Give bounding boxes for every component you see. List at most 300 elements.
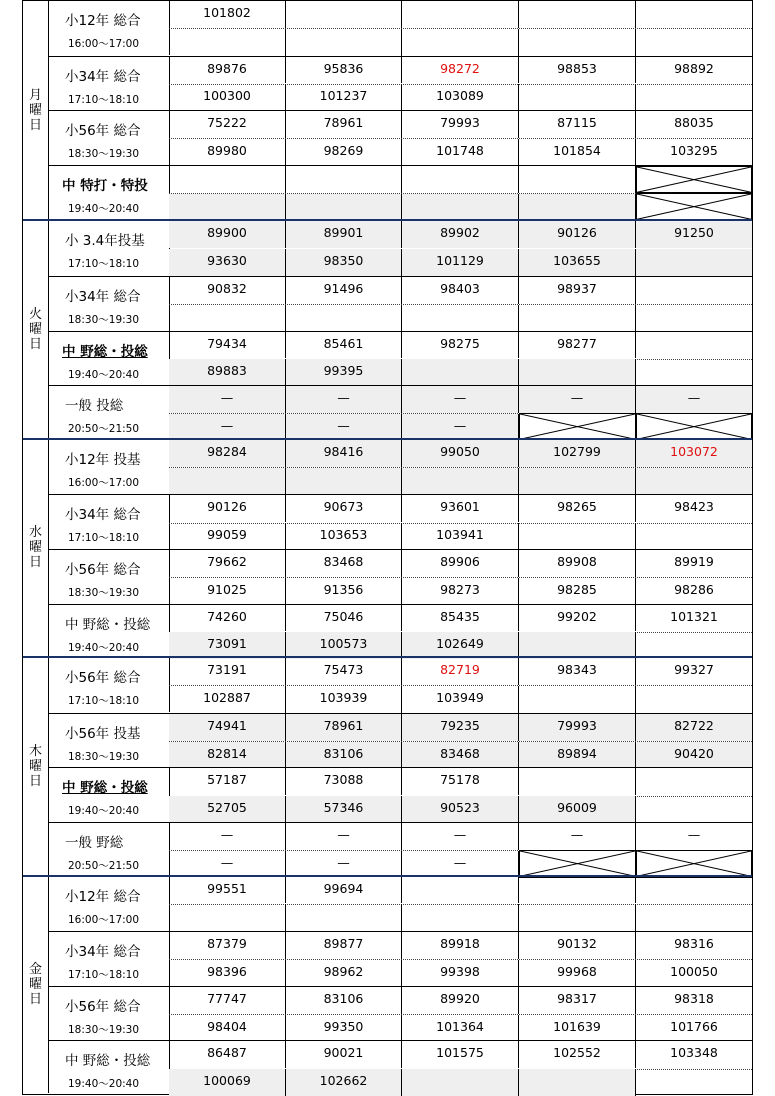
member-id-cell — [636, 1, 752, 28]
member-id-cell: — — [402, 414, 519, 441]
member-id-cell — [519, 523, 636, 550]
time-slot — [48, 549, 752, 604]
time-slot — [48, 931, 752, 986]
member-id-cell: 99202 — [519, 605, 636, 632]
day-label-char: 月 — [28, 87, 42, 103]
member-id-cell — [636, 632, 752, 659]
class-name: 中 特打・特投 — [62, 177, 148, 194]
day-label — [23, 658, 49, 874]
time-slot — [48, 986, 752, 1041]
member-id-cell: 103941 — [402, 523, 519, 550]
member-id-cell: 88035 — [674, 115, 714, 131]
time-slot — [48, 604, 752, 659]
member-id-cell: 100573 — [286, 632, 402, 659]
member-id-cell — [402, 1, 519, 28]
member-id-cell: 99395 — [286, 359, 402, 386]
slot-label — [48, 111, 170, 165]
member-id-cell: 79662 — [169, 550, 286, 577]
member-id-cell: 102649 — [402, 632, 519, 659]
member-id-cell — [636, 796, 752, 823]
member-id-cell: 98937 — [519, 277, 636, 304]
slot-label — [48, 932, 170, 986]
member-id-cell — [402, 359, 519, 386]
member-id-cell — [402, 468, 519, 495]
member-id-cell: 98316 — [674, 936, 714, 952]
member-id-cell: 83106 — [286, 987, 402, 1014]
day-label-char: 曜 — [28, 977, 42, 993]
member-id-cell: 90673 — [286, 495, 402, 522]
member-id-cell: 98343 — [519, 658, 636, 685]
member-id-cell: 100069 — [169, 1069, 286, 1096]
member-id-cell: 99327 — [674, 662, 714, 678]
slot-label — [48, 714, 170, 768]
member-id-cell: 102662 — [286, 1069, 402, 1096]
unavailable-cell — [519, 413, 636, 440]
class-name: 小56年 総合 — [65, 998, 141, 1015]
day-block — [23, 875, 752, 1093]
time-slot — [48, 494, 752, 549]
class-name: 小12年 総合 — [65, 13, 141, 29]
unavailable-cell — [636, 193, 752, 220]
member-id-cell: 89918 — [402, 932, 519, 959]
slot-label — [48, 987, 170, 1041]
member-id-cell: 82719 — [402, 658, 519, 685]
unavailable-cell — [636, 166, 752, 193]
slot-label — [48, 550, 170, 604]
day-block — [23, 656, 752, 874]
member-id-cell: 103653 — [286, 523, 402, 550]
slot-label — [48, 495, 170, 549]
member-id-cell: 89902 — [402, 221, 519, 248]
member-id-cell: 79993 — [519, 714, 636, 741]
member-id-cell: — — [286, 823, 402, 850]
member-id-cell: 83106 — [286, 742, 402, 769]
schedule-sheet — [22, 0, 753, 1095]
class-time: 17:10～18:10 — [68, 258, 140, 271]
class-time: 19:40～20:40 — [68, 641, 140, 654]
time-slot — [48, 713, 752, 768]
member-id-cell — [636, 877, 752, 904]
member-id-cell: 101639 — [519, 1015, 636, 1042]
time-slot — [48, 110, 752, 165]
day-label-char: 水 — [28, 525, 42, 541]
member-id-cell: 91356 — [286, 578, 402, 605]
member-id-cell: 95836 — [286, 57, 402, 84]
member-id-cell: 99350 — [286, 1015, 402, 1042]
class-name: 中 野総・投総 — [65, 1053, 151, 1070]
member-id-cell: 90021 — [286, 1041, 402, 1068]
member-id-cell: 98286 — [674, 581, 714, 597]
slot-label — [48, 1041, 170, 1095]
time-slot — [48, 1040, 752, 1095]
slot-label — [48, 658, 170, 712]
member-id-cell — [402, 305, 519, 332]
member-id-cell: 98269 — [286, 139, 402, 166]
member-id-cell — [636, 305, 752, 332]
member-id-cell — [519, 686, 636, 713]
member-id-cell — [519, 359, 636, 386]
member-id-cell — [402, 166, 519, 193]
class-name: 小34年 総合 — [65, 288, 141, 305]
member-id-cell — [519, 84, 636, 111]
member-id-cell: — — [519, 386, 636, 413]
member-id-cell — [636, 29, 752, 56]
member-id-cell — [636, 84, 752, 111]
member-id-cell: 89906 — [402, 550, 519, 577]
slot-label — [48, 386, 170, 440]
member-id-cell: 75046 — [286, 605, 402, 632]
member-id-cell: 103655 — [519, 249, 636, 276]
day-label — [23, 877, 49, 1093]
time-slot — [48, 1, 752, 56]
member-id-cell — [286, 194, 402, 221]
class-name: 小 3.4年投基 — [65, 233, 145, 250]
member-id-cell: 98285 — [519, 578, 636, 605]
member-id-cell — [519, 305, 636, 332]
class-name: 小34年 総合 — [65, 944, 141, 961]
member-id-cell: 99551 — [169, 877, 286, 904]
member-id-cell: — — [636, 386, 752, 413]
member-id-cell: 79993 — [402, 111, 519, 138]
member-id-cell: — — [402, 851, 519, 878]
member-id-cell: 79434 — [169, 332, 286, 359]
member-id-cell: 101364 — [402, 1015, 519, 1042]
member-id-cell — [402, 877, 519, 904]
member-id-cell: 99968 — [519, 960, 636, 987]
member-id-cell: 98275 — [402, 332, 519, 359]
day-label-char: 日 — [28, 992, 42, 1008]
member-id-cell — [169, 305, 286, 332]
member-id-cell: 73191 — [169, 658, 286, 685]
member-id-cell: 89980 — [169, 139, 286, 166]
class-time: 20:50～21:50 — [68, 859, 140, 872]
member-id-cell — [286, 904, 402, 931]
member-id-cell: 74260 — [169, 605, 286, 632]
member-id-cell: 87379 — [169, 932, 286, 959]
member-id-cell — [519, 166, 636, 193]
member-id-cell: 90126 — [519, 221, 636, 248]
member-id-cell: 90832 — [169, 277, 286, 304]
member-id-cell: 98318 — [674, 990, 714, 1006]
member-id-cell: 98416 — [286, 440, 402, 467]
member-id-cell: 75222 — [169, 111, 286, 138]
day-label — [23, 221, 49, 437]
member-id-cell: 98396 — [169, 960, 286, 987]
member-id-cell: 89919 — [674, 553, 714, 569]
slot-label — [48, 440, 170, 494]
member-id-cell — [636, 904, 752, 931]
slot-label — [48, 166, 170, 220]
class-time: 19:40～20:40 — [68, 368, 140, 381]
member-id-cell: 79235 — [402, 714, 519, 741]
member-id-cell — [636, 686, 752, 713]
class-name: 一般 投総 — [65, 398, 124, 415]
unavailable-cell — [636, 850, 752, 877]
member-id-cell — [519, 468, 636, 495]
time-slot — [48, 221, 752, 276]
member-id-cell — [169, 166, 286, 193]
class-time: 16:00～17:00 — [68, 476, 140, 489]
member-id-cell: — — [687, 826, 701, 842]
member-id-cell — [636, 768, 752, 795]
member-id-cell: 98265 — [519, 495, 636, 522]
member-id-cell — [519, 904, 636, 931]
member-id-cell — [519, 1, 636, 28]
member-id-cell: 89877 — [286, 932, 402, 959]
member-id-cell: 89920 — [402, 987, 519, 1014]
member-id-cell — [169, 468, 286, 495]
class-time: 18:30～19:30 — [68, 313, 140, 326]
member-id-cell: 82814 — [169, 742, 286, 769]
slot-label — [48, 605, 170, 659]
member-id-cell — [286, 305, 402, 332]
class-name: 小56年 総合 — [65, 561, 141, 578]
member-id-cell: 99050 — [402, 440, 519, 467]
member-id-cell: 52705 — [169, 796, 286, 823]
member-id-cell: — — [286, 851, 402, 878]
class-time: 18:30～19:30 — [68, 148, 140, 161]
member-id-cell: 101854 — [519, 139, 636, 166]
member-id-cell — [636, 468, 752, 495]
member-id-cell — [636, 359, 752, 386]
time-slot — [48, 658, 752, 713]
member-id-cell: 73088 — [286, 768, 402, 795]
member-id-cell: 85461 — [286, 332, 402, 359]
class-name: 中 野総・投総 — [62, 780, 148, 797]
member-id-cell: 73091 — [169, 632, 286, 659]
unavailable-cell — [519, 850, 636, 877]
member-id-cell: 98423 — [674, 499, 714, 515]
member-id-cell: 98892 — [674, 60, 714, 76]
day-label — [23, 440, 49, 656]
member-id-cell — [519, 877, 636, 904]
member-id-cell: 98350 — [286, 249, 402, 276]
member-id-cell: — — [286, 414, 402, 441]
member-id-cell — [636, 249, 752, 276]
class-name: 小34年 総合 — [65, 507, 141, 524]
member-id-cell: 98317 — [519, 987, 636, 1014]
slot-label — [48, 277, 170, 331]
member-id-cell: 90420 — [636, 742, 752, 769]
member-id-cell: 93601 — [402, 495, 519, 522]
member-id-cell: 86487 — [169, 1041, 286, 1068]
member-id-cell: 77747 — [169, 987, 286, 1014]
member-id-cell: 98284 — [169, 440, 286, 467]
day-label-char: 曜 — [28, 540, 42, 556]
member-id-cell — [402, 29, 519, 56]
time-slot — [48, 822, 752, 877]
class-time: 18:30～19:30 — [68, 750, 140, 763]
member-id-cell: 98962 — [286, 960, 402, 987]
member-id-cell: 101575 — [402, 1041, 519, 1068]
member-id-cell — [636, 523, 752, 550]
time-slot — [48, 877, 752, 932]
member-id-cell: 103939 — [286, 686, 402, 713]
member-id-cell: 96009 — [519, 796, 636, 823]
member-id-cell: 91250 — [636, 221, 752, 248]
member-id-cell — [519, 632, 636, 659]
class-time: 17:10～18:10 — [68, 93, 140, 106]
member-id-cell: 89876 — [169, 57, 286, 84]
day-label-char: 金 — [28, 962, 42, 978]
slot-label — [48, 877, 170, 931]
slot-label — [48, 221, 170, 275]
member-id-cell: 102887 — [169, 686, 286, 713]
slot-label — [48, 332, 170, 386]
member-id-cell: 85435 — [402, 605, 519, 632]
class-name: 小12年 投基 — [65, 451, 141, 468]
member-id-cell: 98272 — [402, 57, 519, 84]
class-name: 小34年 総合 — [65, 68, 141, 85]
member-id-cell: — — [169, 386, 286, 413]
member-id-cell: 98273 — [402, 578, 519, 605]
member-id-cell: 98853 — [519, 57, 636, 84]
day-label-char: 曜 — [28, 758, 42, 774]
class-name: 小12年 総合 — [65, 888, 141, 905]
time-slot — [48, 165, 752, 220]
member-id-cell: 91025 — [169, 578, 286, 605]
member-id-cell — [636, 332, 752, 359]
day-label-char: 木 — [28, 743, 42, 759]
member-id-cell: 93630 — [169, 249, 286, 276]
member-id-cell: 83468 — [286, 550, 402, 577]
member-id-cell: 57346 — [286, 796, 402, 823]
member-id-cell: — — [402, 386, 519, 413]
member-id-cell: 100050 — [670, 963, 718, 979]
member-id-cell: 89908 — [519, 550, 636, 577]
class-time: 18:30～19:30 — [68, 586, 140, 599]
slot-label — [48, 768, 170, 822]
day-block — [23, 1, 752, 219]
member-id-cell: 90523 — [402, 796, 519, 823]
member-id-cell: 78961 — [286, 714, 402, 741]
member-id-cell — [402, 194, 519, 221]
member-id-cell: — — [169, 851, 286, 878]
member-id-cell — [286, 1, 402, 28]
time-slot — [48, 385, 752, 440]
member-id-cell: 89900 — [169, 221, 286, 248]
member-id-cell: 102799 — [519, 440, 636, 467]
member-id-cell: 98403 — [402, 277, 519, 304]
member-id-cell — [286, 468, 402, 495]
class-name: 小56年 総合 — [65, 670, 141, 687]
day-label-char: 日 — [28, 555, 42, 571]
member-id-cell: 87115 — [519, 111, 636, 138]
slot-label — [48, 823, 170, 877]
class-name: 小56年 総合 — [65, 123, 141, 140]
member-id-cell: — — [286, 386, 402, 413]
member-id-cell — [169, 29, 286, 56]
member-id-cell: 101321 — [670, 608, 718, 624]
class-time: 17:10～18:10 — [68, 969, 140, 982]
class-name: 一般 野総 — [65, 834, 124, 851]
time-slot — [48, 56, 752, 111]
day-block — [23, 438, 752, 656]
class-time: 16:00～17:00 — [68, 38, 140, 50]
member-id-cell: 103949 — [402, 686, 519, 713]
member-id-cell: 89883 — [169, 359, 286, 386]
member-id-cell: 89894 — [519, 742, 636, 769]
member-id-cell: 83468 — [402, 742, 519, 769]
member-id-cell: 74941 — [169, 714, 286, 741]
class-time: 19:40～20:40 — [68, 202, 140, 215]
member-id-cell: — — [519, 823, 636, 850]
member-id-cell: 90132 — [519, 932, 636, 959]
day-label-char: 曜 — [28, 322, 42, 338]
member-id-cell: 103089 — [402, 84, 519, 111]
member-id-cell: 103295 — [670, 142, 718, 158]
day-label-char: 日 — [28, 117, 42, 133]
member-id-cell: 100300 — [169, 84, 286, 111]
slot-label — [48, 1, 170, 55]
member-id-cell: 99059 — [169, 523, 286, 550]
member-id-cell — [169, 194, 286, 221]
member-id-cell: 90126 — [169, 495, 286, 522]
member-id-cell: 102552 — [519, 1041, 636, 1068]
member-id-cell: 75178 — [402, 768, 519, 795]
time-slot — [48, 331, 752, 386]
member-id-cell: 101766 — [670, 1018, 718, 1034]
member-id-cell: — — [169, 823, 286, 850]
member-id-cell — [402, 904, 519, 931]
member-id-cell: 75473 — [286, 658, 402, 685]
day-label-char: 日 — [28, 337, 42, 353]
member-id-cell: 101802 — [169, 1, 286, 28]
member-id-cell: 99398 — [402, 960, 519, 987]
member-id-cell: 91496 — [286, 277, 402, 304]
class-time: 17:10～18:10 — [68, 532, 140, 545]
member-id-cell: 89901 — [286, 221, 402, 248]
member-id-cell: 101748 — [402, 139, 519, 166]
member-id-cell: — — [169, 414, 286, 441]
member-id-cell — [519, 768, 636, 795]
class-time: 19:40～20:40 — [68, 805, 140, 818]
member-id-cell: 99694 — [286, 877, 402, 904]
time-slot — [48, 767, 752, 822]
class-time: 20:50～21:50 — [68, 423, 140, 436]
member-id-cell: 101237 — [286, 84, 402, 111]
member-id-cell — [286, 166, 402, 193]
class-name: 中 野総・投総 — [62, 343, 148, 360]
member-id-cell: 98277 — [519, 332, 636, 359]
day-label — [23, 1, 49, 219]
day-label-char: 日 — [28, 773, 42, 789]
member-id-cell: — — [402, 823, 519, 850]
day-block — [23, 219, 752, 437]
member-id-cell — [636, 277, 752, 304]
member-id-cell — [636, 1069, 752, 1096]
time-slot — [48, 276, 752, 331]
member-id-cell: 82722 — [636, 714, 752, 741]
class-name: 小56年 投基 — [65, 725, 141, 742]
time-slot — [48, 440, 752, 495]
member-id-cell — [519, 194, 636, 221]
day-label-char: 曜 — [28, 102, 42, 118]
member-id-cell: 57187 — [169, 768, 286, 795]
member-id-cell: 103348 — [670, 1045, 718, 1061]
member-id-cell — [519, 29, 636, 56]
slot-label — [48, 57, 170, 111]
day-label-char: 火 — [28, 307, 42, 323]
class-time: 16:00～17:00 — [68, 913, 140, 926]
class-time: 17:10～18:10 — [68, 695, 140, 708]
member-id-cell: 98404 — [169, 1015, 286, 1042]
class-time: 19:40～20:40 — [68, 1078, 140, 1091]
member-id-cell: 103072 — [636, 440, 752, 467]
member-id-cell — [519, 1069, 636, 1096]
unavailable-cell — [636, 413, 752, 440]
member-id-cell — [286, 29, 402, 56]
